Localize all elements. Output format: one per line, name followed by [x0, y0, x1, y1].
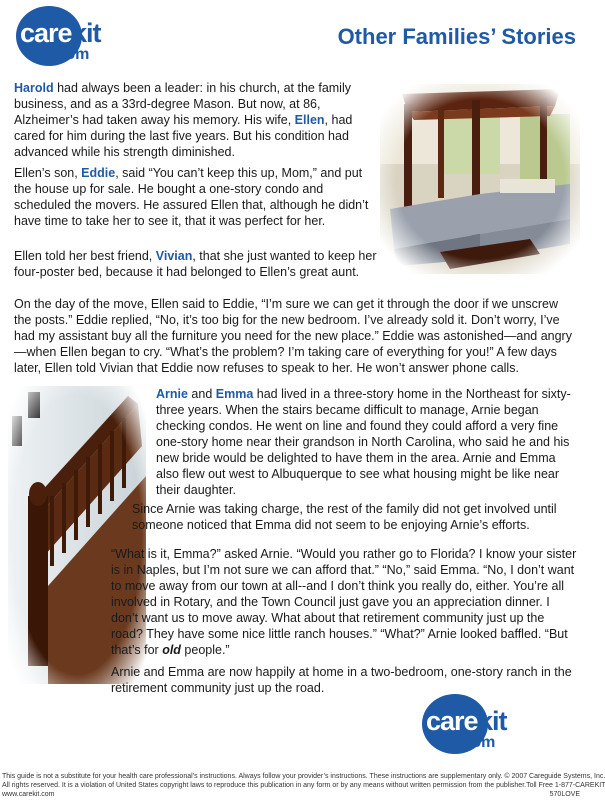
name-arnie: Arnie: [156, 387, 188, 401]
story1-p3-text-a: Ellen told her best friend,: [14, 249, 156, 263]
story2-p5-text-a: and: [187, 387, 216, 401]
story2-paragraph-4: Arnie and Emma are now happily at home in a two-bedroom, one-story ranch in the retirement community just up the road.: [111, 665, 572, 695]
story1-paragraph-4: On the day of the move, Ellen said to Eddie, “I’m sure we can get it through the door if we unscrew the posts.” Eddie replied, “No, it’s too big for the new bedroom. I’ve already sold it. Don’t worry, I’ve had my assistant buy all the furniture you need for the new place.” Eddie was astonished—and angry—when Ellen began to cry. “What’s the problem? I’m taking care of everything for you!” A few days later, Ellen told Vivian that Eddie now refuses to speak to her. He won’t answer phone calls.: [14, 297, 572, 375]
story2-p5-text-b: had lived in a three-story home in the Northeast for sixty-three years. When the stairs became difficult to manage, Arnie began checking condos. He went on line and found they could afford a very fine one-story home near their grandson in North Carolina, who said he and his new bride would be delighted to have them in the area. Arnie and Emma also flew out west to Albuquerque to see what housing might be like near their daughter.: [156, 387, 571, 497]
story2-p7-text-b: people.”: [180, 643, 230, 657]
name-harold: Harold: [14, 81, 54, 95]
story2-paragraph-2: Since Arnie was taking charge, the rest of the family did not get involved until someone noticed that Emma did not seem to be enjoying Arnie’s efforts.: [132, 502, 557, 532]
logo-kit-text-bottom: kit: [478, 706, 507, 736]
story1-p3-text-b: , that she just wanted to keep her four-poster bed, because it had belonged to Ellen’s great aunt.: [14, 249, 377, 279]
story2-p7-text-a: “What is it, Emma?” asked Arnie. “Would you rather go to Florida? I know your sister is in Naples, but I’m not sure we can afford that.” “No,” said Emma. “No, I don’t want to move away from our town at all--and I don’t think you really do, either. You’re all involved in Rotary, and the Town Council just gave you an appreciation dinner. I don’t want us to move away. What about that retirement community just up the road? They have some nice little ranch houses.” “What?” Arnie looked baffled. “But that’s for: [111, 547, 577, 657]
logo-care-text: care: [20, 18, 72, 48]
four-poster-bed-photo: [380, 84, 580, 274]
emphasis-old: old: [162, 643, 181, 657]
story2-paragraph-1: [156, 386, 576, 498]
story1-p2-text-a: Ellen’s son,: [14, 166, 82, 180]
name-eddie: Eddie: [81, 166, 116, 180]
story1-p1-text-a: had always been a leader: in his church, at the family business, and as a 33rd-degree Mason. But now, at 86, Alzheimer’s had taken away his memory. His wife,: [14, 81, 351, 127]
logo-com-text: .com: [52, 46, 90, 63]
logo-care-text-bottom: care: [426, 706, 478, 736]
name-ellen: Ellen: [294, 113, 325, 127]
story1-p1-text-b: , had cared for him during the last five years. But his condition had advanced while his strength diminished.: [14, 113, 353, 159]
footer-document-code: 570LOVE: [549, 791, 580, 798]
page-title: Other Families’ Stories: [337, 24, 576, 49]
footer-phone: Toll Free 1-877-CAREKIT: [526, 782, 605, 789]
story1-paragraph-2: [14, 165, 380, 229]
story1-paragraph-3: [14, 248, 390, 280]
name-emma: Emma: [215, 387, 254, 401]
story1-paragraph-1: [14, 80, 380, 160]
footer-copyright-notice: All rights reserved. It is a violation of United States copyright laws to reproduce this publication in any form or by any means without written permission from the publisher.: [2, 782, 527, 789]
footer-disclaimer: [2, 772, 605, 799]
name-vivian: Vivian: [155, 249, 193, 263]
logo-kit-text: kit: [72, 18, 101, 48]
story1-p2-text-b: , said “You can’t keep this up, Mom,” and put the house up for sale. He bought a one-story condo and scheduled the movers. He assured Ellen that, although he didn’t have time to take her to see it, that it was perfect for her.: [14, 166, 369, 228]
logo-com-text-bottom: .com: [458, 734, 496, 751]
carekit-logo-bottom: [422, 694, 518, 754]
story2-paragraph-3: [111, 546, 577, 658]
footer-line-1: This guide is not a substitute for your health care professional’s instructions. Always follow your provider’s instructions. These instructions are supplementary only. © 2007 Careguide Systems, Inc.: [2, 773, 605, 780]
footer-website: www.carekit.com: [2, 791, 55, 798]
carekit-logo: [16, 6, 112, 66]
